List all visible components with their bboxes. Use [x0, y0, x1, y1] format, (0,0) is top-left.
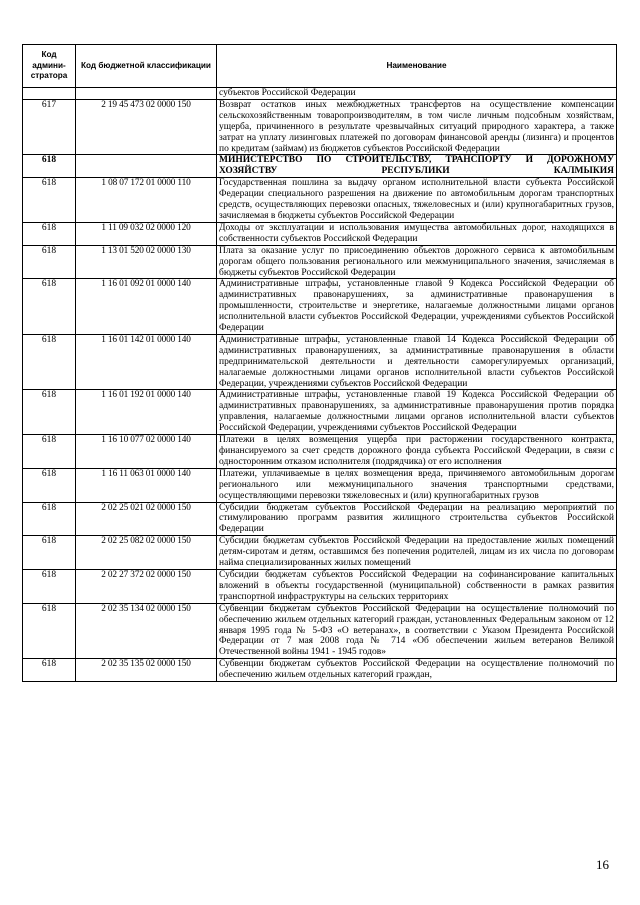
table-row [23, 222, 617, 245]
document-page [22, 44, 616, 682]
budget-code-cell: 1 13 01 520 02 0000 130 [76, 245, 217, 279]
admin-code-cell: 618 [23, 468, 76, 502]
name-cell: Возврат остатков иных межбюджетных трансфертов на осуществление компенсации сельскохозяйственным товаропроизводителям, в том числе личным подсобным хозяйствам, ущерба, причиненного в результате чрезвычайных ситуаций природного характера, а также затрат на уплату лизинговых платежей по договорам финансовой аренды (лизинга) и процентов по кредитам (займам) из бюджетов субъектов Российской Федерации [217, 99, 617, 155]
name-cell: Платежи в целях возмещения ущерба при расторжении государственного контракта, финансируемого за счет средств дорожного фонда субъекта Российской Федерации, в связи с односторонним отказом исполнителя (подрядчика) от его исполнения [217, 435, 617, 469]
budget-code-cell: 2 02 27 372 02 0000 150 [76, 569, 217, 603]
header-budget-code: Код бюджетной классификации [76, 45, 217, 88]
header-admin-code: Код админи-стратора [23, 45, 76, 88]
table-row [23, 99, 617, 155]
name-cell: Субсидии бюджетам субъектов Российской Федерации на софинансирование капитальных вложений в объекты государственной (муниципальной) собственности в рамках развития транспортной инфраструктуры на сельских территориях [217, 569, 617, 603]
name-cell: Платежи, уплачиваемые в целях возмещения вреда, причиняемого автомобильным дорогам регионального или межмуниципального значения транспортными средствами, осуществляющими перевозки тяжеловесных и (или) крупногабаритных грузов [217, 468, 617, 502]
budget-code-cell: 1 16 01 142 01 0000 140 [76, 334, 217, 390]
budget-code-cell [76, 88, 217, 100]
name-cell: Доходы от эксплуатации и использования имущества автомобильных дорог, находящихся в собственности субъектов Российской Федерации [217, 222, 617, 245]
budget-code-cell: 2 02 35 134 02 0000 150 [76, 603, 217, 659]
table-row [23, 178, 617, 223]
budget-code-cell: 2 02 35 135 02 0000 150 [76, 659, 217, 682]
name-cell: Административные штрафы, установленные главой 14 Кодекса Российской Федерации об административных правонарушениях, за административные правонарушения в области предпринимательской деятельности и деятельности саморегулируемых организаций, налагаемые должностными лицами органов исполнительной власти субъектов Российской Федерации, учреждениями субъектов Российской Федерации [217, 334, 617, 390]
name-cell: Субсидии бюджетам субъектов Российской Федерации на реализацию мероприятий по стимулированию программ развития жилищного строительства субъектов Российской Федерации [217, 502, 617, 536]
budget-code-cell: 1 16 01 192 01 0000 140 [76, 390, 217, 435]
admin-code-cell: 618 [23, 390, 76, 435]
table-row [23, 155, 617, 178]
table-row [23, 390, 617, 435]
budget-code-cell: 2 02 25 021 02 0000 150 [76, 502, 217, 536]
admin-code-cell: 618 [23, 659, 76, 682]
page-number: 16 [596, 857, 609, 872]
table-row [23, 569, 617, 603]
table-row [23, 468, 617, 502]
revenue-codes-table [22, 44, 617, 682]
name-cell: Административные штрафы, установленные главой 9 Кодекса Российской Федерации об административных правонарушениях, за административные правонарушения в промышленности, строительстве и энергетике, налагаемые должностными лицами органов исполнительной власти субъектов Российской Федерации, учреждениями субъектов Российской Федерации [217, 279, 617, 335]
budget-code-cell: 1 16 01 092 01 0000 140 [76, 279, 217, 335]
name-cell: Плата за оказание услуг по присоединению объектов дорожного сервиса к автомобильным дорогам общего пользования регионального или межмуниципального значения, зачисляемая в бюджеты субъектов Российской Федерации [217, 245, 617, 279]
budget-code-cell: 1 16 11 063 01 0000 140 [76, 468, 217, 502]
budget-code-cell: 1 08 07 172 01 0000 110 [76, 178, 217, 223]
admin-code-cell [23, 88, 76, 100]
admin-code-cell: 618 [23, 435, 76, 469]
name-cell: Субсидии бюджетам субъектов Российской Федерации на предоставление жилых помещений детям-сиротам и детям, оставшимся без попечения родителей, лицам из их числа по договорам найма специализированных жилых помещений [217, 536, 617, 570]
table-header-row [23, 45, 617, 88]
admin-code-cell: 618 [23, 222, 76, 245]
name-cell: Государственная пошлина за выдачу органом исполнительной власти субъекта Российской Федерации специального разрешения на движение по автомобильным дорогам транспортных средств, осуществляющих перевозки опасных, тяжеловесных и (или) крупногабаритных грузов, зачисляемая в бюджеты субъектов Российской Федерации [217, 178, 617, 223]
table-row [23, 279, 617, 335]
table-row [23, 502, 617, 536]
admin-code-cell: 618 [23, 245, 76, 279]
table-row [23, 536, 617, 570]
table-row [23, 435, 617, 469]
table-row [23, 245, 617, 279]
admin-code-cell: 618 [23, 279, 76, 335]
header-name: Наименование [217, 45, 617, 88]
budget-code-cell: 1 11 09 032 02 0000 120 [76, 222, 217, 245]
admin-code-cell: 618 [23, 178, 76, 223]
admin-code-cell: 617 [23, 99, 76, 155]
admin-code-cell: 618 [23, 334, 76, 390]
budget-code-cell: 2 19 45 473 02 0000 150 [76, 99, 217, 155]
admin-code-cell: 618 [23, 603, 76, 659]
admin-code-cell: 618 [23, 536, 76, 570]
name-cell: МИНИСТЕРСТВО ПО СТРОИТЕЛЬСТВУ, ТРАНСПОРТУ И ДОРОЖНОМУ ХОЗЯЙСТВУ РЕСПУБЛИКИ КАЛМЫКИЯ [217, 155, 617, 178]
name-cell: Субвенции бюджетам субъектов Российской Федерации на осуществление полномочий по обеспечению жильем отдельных категорий граждан, [217, 659, 617, 682]
budget-code-cell: 2 02 25 082 02 0000 150 [76, 536, 217, 570]
admin-code-cell: 618 [23, 502, 76, 536]
admin-code-cell: 618 [23, 155, 76, 178]
table-row [23, 334, 617, 390]
name-cell: субъектов Российской Федерации [217, 88, 617, 100]
continuation-row [23, 88, 617, 100]
name-cell: Административные штрафы, установленные главой 19 Кодекса Российской Федерации об административных правонарушениях, за административные правонарушения против порядка управления, налагаемые должностными лицами органов исполнительной власти субъектов Российской Федерации, учреждениями субъектов Российской Федерации [217, 390, 617, 435]
budget-code-cell: 1 16 10 077 02 0000 140 [76, 435, 217, 469]
admin-code-cell: 618 [23, 569, 76, 603]
table-row [23, 659, 617, 682]
table-row [23, 603, 617, 659]
budget-code-cell [76, 155, 217, 178]
name-cell: Субвенции бюджетам субъектов Российской Федерации на осуществление полномочий по обеспечению жильем отдельных категорий граждан, установленных Федеральным законом от 12 января 1995 года № 5-ФЗ «О ветеранах», в соответствии с Указом Президента Российской Федерации от 7 мая 2008 года № 714 «Об обеспечении жильем ветеранов Великой Отечественной войны 1941 - 1945 годов» [217, 603, 617, 659]
